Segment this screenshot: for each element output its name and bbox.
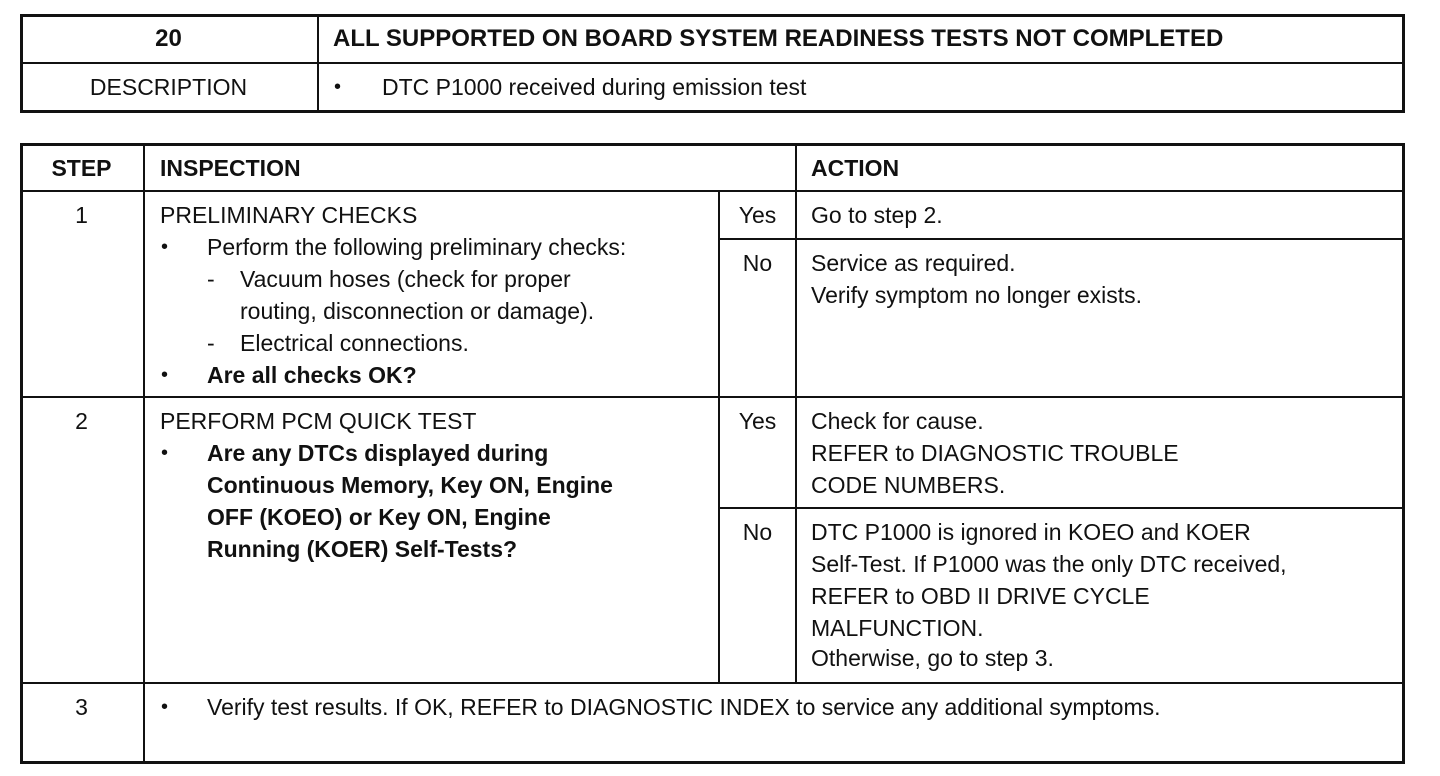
step3-number: 3 <box>75 694 88 720</box>
step1-bullet-2: • <box>161 364 169 386</box>
column-header-step: STEP <box>51 155 112 181</box>
step1-yes-label: Yes <box>738 202 777 228</box>
step1-question: Are all checks OK? <box>207 362 417 388</box>
step3-bullet: • <box>161 696 169 718</box>
step1-title: PRELIMINARY CHECKS <box>160 202 418 228</box>
step2-yes-no-divider <box>718 507 1405 509</box>
column-header-inspection: INSPECTION <box>160 155 301 181</box>
description-label: DESCRIPTION <box>89 74 248 100</box>
step1-line-3: routing, disconnection or damage). <box>240 298 595 324</box>
step2-no-action-5: Otherwise, go to step 3. <box>811 645 1054 671</box>
step1-no-action-2: Verify symptom no longer exists. <box>811 282 1143 308</box>
header-title: ALL SUPPORTED ON BOARD SYSTEM READINESS TESTS NOT COMPLETED <box>333 25 1224 52</box>
description-text: DTC P1000 received during emission test <box>382 74 807 100</box>
header-number: 20 <box>155 25 182 52</box>
step1-number: 1 <box>75 202 88 228</box>
header-row-divider <box>20 62 1405 64</box>
step1-line-4: Electrical connections. <box>240 330 469 356</box>
column-header-action: ACTION <box>811 155 900 181</box>
step2-no-label: No <box>742 519 773 545</box>
step1-dash-1: - <box>207 266 215 292</box>
step2-bullet: • <box>161 442 169 464</box>
step2-number: 2 <box>75 408 88 434</box>
step2-question-4: Running (KOER) Self-Tests? <box>207 536 518 562</box>
step2-no-action-2: Self-Test. If P1000 was the only DTC received, <box>811 551 1287 577</box>
step2-no-action-1: DTC P1000 is ignored in KOEO and KOER <box>811 519 1251 545</box>
step2-yes-action-2: REFER to DIAGNOSTIC TROUBLE <box>811 440 1179 466</box>
step2-question-1: Are any DTCs displayed during <box>207 440 549 466</box>
step1-yes-no-divider <box>718 238 1405 240</box>
step1-line-1: Perform the following preliminary checks: <box>207 234 627 260</box>
step1-bullet-1: • <box>161 236 169 258</box>
step1-yes-action-1: Go to step 2. <box>811 202 943 228</box>
step1-step2-divider <box>20 396 1405 398</box>
step2-yes-action-3: CODE NUMBERS. <box>811 472 1006 498</box>
inspection-action-divider <box>795 143 797 682</box>
header-column-divider <box>317 14 319 113</box>
step2-step3-divider <box>20 682 1405 684</box>
column-header-divider <box>20 190 1405 192</box>
step1-no-label: No <box>742 250 773 276</box>
step1-no-action-1: Service as required. <box>811 250 1016 276</box>
step2-title: PERFORM PCM QUICK TEST <box>160 408 477 434</box>
step1-dash-2: - <box>207 330 215 356</box>
step3-text: Verify test results. If OK, REFER to DIAGNOSTIC INDEX to service any additional symptoms. <box>207 694 1161 720</box>
step2-yes-action-1: Check for cause. <box>811 408 984 434</box>
step2-question-3: OFF (KOEO) or Key ON, Engine <box>207 504 551 530</box>
step2-no-action-4: MALFUNCTION. <box>811 615 984 641</box>
step2-no-action-3: REFER to OBD II DRIVE CYCLE <box>811 583 1150 609</box>
step1-line-2: Vacuum hoses (check for proper <box>240 266 571 292</box>
step2-yes-label: Yes <box>738 408 777 434</box>
description-bullet: • <box>334 76 342 98</box>
step2-question-2: Continuous Memory, Key ON, Engine <box>207 472 613 498</box>
step-column-divider <box>143 143 145 764</box>
